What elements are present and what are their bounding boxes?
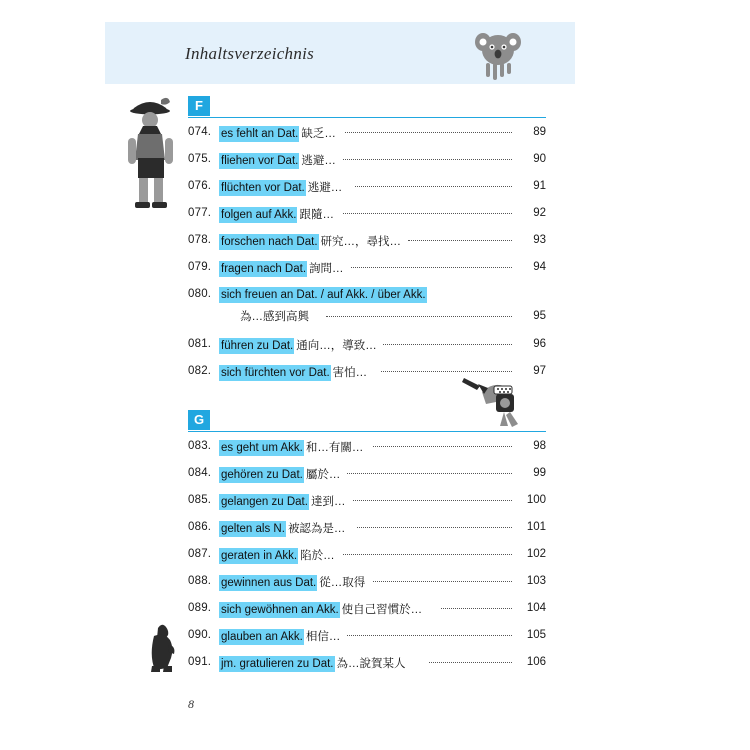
entry-gloss: 逃避… bbox=[307, 182, 343, 194]
entry-term-highlight: gewinnen aus Dat. bbox=[221, 577, 317, 589]
leader-dots bbox=[373, 581, 512, 582]
entry-page-number: 105 bbox=[526, 629, 546, 641]
toc-entry[interactable] bbox=[188, 174, 546, 201]
entry-term-highlight: sich gewöhnen an Akk. bbox=[221, 604, 339, 616]
entry-gloss: 從…取得 bbox=[319, 577, 366, 589]
leader-dots bbox=[343, 213, 512, 214]
toc-entry[interactable] bbox=[188, 255, 546, 282]
entry-text bbox=[219, 336, 377, 354]
toc-entry[interactable] bbox=[188, 332, 546, 359]
entry-text bbox=[219, 151, 336, 169]
bavarian-man-illustration bbox=[120, 92, 182, 212]
entry-number: 083. bbox=[188, 440, 212, 452]
entry-text bbox=[219, 627, 340, 645]
leader-dots bbox=[373, 446, 512, 447]
entry-page-number: 101 bbox=[526, 521, 546, 533]
entry-number: 089. bbox=[188, 602, 212, 614]
entry-term-highlight: fliehen vor Dat. bbox=[221, 155, 299, 167]
leader-dots bbox=[383, 344, 512, 345]
entry-gloss: 被認為是… bbox=[287, 523, 346, 535]
entry-term-highlight: sich fürchten vor Dat. bbox=[221, 367, 330, 379]
entry-number: 085. bbox=[188, 494, 212, 506]
toc-entry[interactable] bbox=[188, 542, 546, 569]
koala-head-illustration bbox=[474, 30, 522, 88]
entry-gloss: 缺乏… bbox=[301, 128, 336, 140]
entry-number: 080. bbox=[188, 288, 212, 300]
folio-page-number: 8 bbox=[188, 697, 194, 711]
section-letter-badge: G bbox=[188, 410, 210, 430]
leader-dots bbox=[357, 527, 512, 528]
leader-dots bbox=[441, 608, 512, 609]
entry-term-highlight: gehören zu Dat. bbox=[221, 469, 303, 481]
entry-term-highlight: flüchten vor Dat. bbox=[221, 182, 305, 194]
section-letter-badge: F bbox=[188, 96, 210, 116]
toc-entry[interactable] bbox=[188, 147, 546, 174]
entry-text bbox=[219, 600, 422, 618]
entry-gloss: 害怕… bbox=[332, 367, 368, 379]
entry-page-number: 104 bbox=[526, 602, 546, 614]
entry-gloss: 相信… bbox=[305, 631, 341, 643]
entry-text bbox=[219, 285, 427, 303]
leader-dots bbox=[347, 473, 512, 474]
entry-page-number: 97 bbox=[533, 365, 546, 377]
entry-text bbox=[219, 363, 367, 381]
entry-text bbox=[219, 546, 335, 564]
entry-gloss: 屬於… bbox=[305, 469, 341, 481]
entry-term-highlight: forschen nach Dat. bbox=[221, 236, 318, 248]
entry-page-number: 106 bbox=[526, 656, 546, 668]
bear-illustration bbox=[140, 622, 182, 674]
entry-number: 091. bbox=[188, 656, 212, 668]
entry-term-highlight: fragen nach Dat. bbox=[221, 263, 307, 275]
toc-entry[interactable] bbox=[188, 623, 546, 650]
entry-term-highlight: gelten als N. bbox=[221, 523, 285, 535]
toc-entry[interactable] bbox=[188, 461, 546, 488]
leader-dots bbox=[429, 662, 512, 663]
entry-page-number: 96 bbox=[533, 338, 546, 350]
leader-dots bbox=[351, 267, 512, 268]
entry-gloss: 為…說賀某人 bbox=[336, 658, 406, 670]
entry-text bbox=[219, 492, 345, 510]
entry-term-highlight: es fehlt an Dat. bbox=[221, 128, 299, 140]
entry-number: 081. bbox=[188, 338, 212, 350]
section-divider bbox=[188, 431, 546, 432]
entry-text bbox=[219, 438, 363, 456]
entry-page-number: 98 bbox=[533, 440, 546, 452]
section-f bbox=[188, 96, 548, 386]
leader-dots bbox=[347, 635, 512, 636]
section-divider bbox=[188, 117, 546, 118]
entry-number: 077. bbox=[188, 207, 212, 219]
entry-term-highlight: führen zu Dat. bbox=[221, 340, 294, 352]
entry-number: 079. bbox=[188, 261, 212, 273]
entry-text bbox=[219, 124, 336, 142]
entry-text bbox=[219, 178, 342, 196]
entry-number: 078. bbox=[188, 234, 212, 246]
entry-gloss: 為…感到高興 bbox=[240, 311, 309, 323]
entry-gloss: 和…有關… bbox=[305, 442, 364, 454]
entry-page-number: 103 bbox=[526, 575, 546, 587]
entry-text bbox=[219, 205, 334, 223]
entry-term-highlight: geraten in Akk. bbox=[221, 550, 298, 562]
entry-term-highlight: glauben an Akk. bbox=[221, 631, 303, 643]
entry-number: 088. bbox=[188, 575, 212, 587]
toc-entry[interactable] bbox=[188, 434, 546, 461]
toc-entry[interactable] bbox=[188, 201, 546, 228]
toc-entry[interactable] bbox=[188, 515, 546, 542]
entry-number: 082. bbox=[188, 365, 212, 377]
entry-gloss: 達到… bbox=[310, 496, 346, 508]
entry-term-highlight: es geht um Akk. bbox=[221, 442, 303, 454]
entry-gloss: 通向…，導致… bbox=[296, 340, 377, 352]
entry-number: 090. bbox=[188, 629, 212, 641]
entry-page-number: 100 bbox=[526, 494, 546, 506]
toc-entry[interactable] bbox=[188, 650, 546, 677]
entry-gloss: 跟隨… bbox=[299, 209, 334, 221]
entry-page-number: 91 bbox=[533, 180, 546, 192]
toc-entry[interactable] bbox=[188, 282, 546, 332]
entry-gloss: 使自己習慣於… bbox=[341, 604, 423, 616]
toc-entry[interactable] bbox=[188, 569, 546, 596]
entry-number: 075. bbox=[188, 153, 212, 165]
entry-number: 084. bbox=[188, 467, 212, 479]
entry-number: 076. bbox=[188, 180, 212, 192]
section-header bbox=[188, 96, 548, 120]
entry-gloss: 詢問… bbox=[309, 263, 344, 275]
toc-entry[interactable] bbox=[188, 120, 546, 147]
entry-gloss: 逃避… bbox=[301, 155, 336, 167]
leader-dots bbox=[343, 554, 512, 555]
entry-page-number: 102 bbox=[526, 548, 546, 560]
entry-page-number: 95 bbox=[533, 310, 546, 322]
entry-text bbox=[219, 573, 365, 591]
entry-number: 074. bbox=[188, 126, 212, 138]
toc-entry[interactable] bbox=[188, 359, 546, 386]
toc-entry[interactable] bbox=[188, 488, 546, 515]
entry-term-highlight: folgen auf Akk. bbox=[221, 209, 297, 221]
leader-dots bbox=[408, 240, 512, 241]
leader-dots bbox=[355, 186, 512, 187]
entry-page-number: 89 bbox=[533, 126, 546, 138]
entry-gloss: 研究…，尋找… bbox=[320, 236, 402, 248]
entry-text bbox=[219, 465, 340, 483]
entry-page-number: 92 bbox=[533, 207, 546, 219]
entry-term-highlight: gelangen zu Dat. bbox=[221, 496, 308, 508]
leader-dots bbox=[326, 316, 512, 317]
leader-dots bbox=[381, 371, 512, 372]
section-g bbox=[188, 410, 548, 677]
entry-page-number: 94 bbox=[533, 261, 546, 273]
entry-text bbox=[219, 232, 401, 250]
entry-page-number: 90 bbox=[533, 153, 546, 165]
leader-dots bbox=[343, 159, 512, 160]
entry-text bbox=[219, 519, 345, 537]
entry-gloss: 陷於… bbox=[300, 550, 335, 562]
toc-entry[interactable] bbox=[188, 596, 546, 623]
entry-number: 086. bbox=[188, 521, 212, 533]
leader-dots bbox=[353, 500, 512, 501]
entry-number: 087. bbox=[188, 548, 212, 560]
page-title: Inhaltsverzeichnis bbox=[185, 44, 315, 63]
entry-page-number: 99 bbox=[533, 467, 546, 479]
entry-term-highlight: jm. gratulieren zu Dat. bbox=[221, 658, 334, 670]
entry-text bbox=[219, 654, 406, 672]
leader-dots bbox=[345, 132, 512, 133]
toc-entry[interactable] bbox=[188, 228, 546, 255]
entry-term-highlight: sich freuen an Dat. / auf Akk. / über Akk. bbox=[221, 289, 426, 301]
section-header bbox=[188, 410, 548, 434]
entry-text bbox=[219, 259, 344, 277]
entry-page-number: 93 bbox=[533, 234, 546, 246]
